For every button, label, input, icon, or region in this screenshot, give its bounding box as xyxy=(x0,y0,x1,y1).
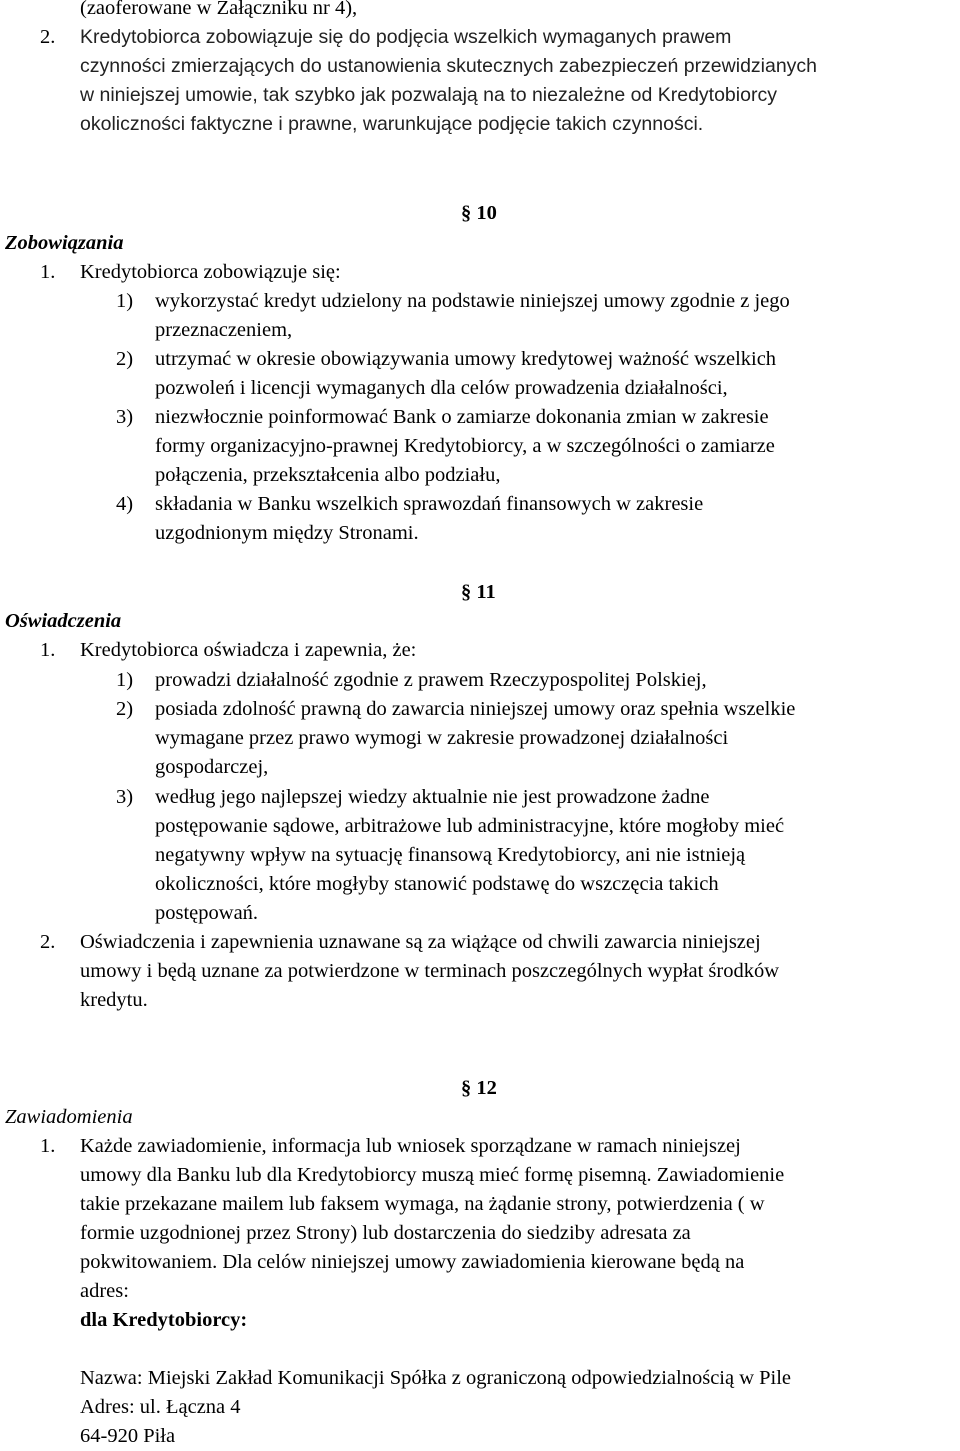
section-title: Zawiadomienia xyxy=(5,1106,133,1128)
list-number: 3) xyxy=(116,786,134,808)
text-line: uzgodnionym między Stronami. xyxy=(155,522,419,544)
text-line: okoliczności, które mogłyby stanowić podstawę do wszczęcia takich xyxy=(155,873,719,895)
text-line: (zaoferowane w Załączniku nr 4), xyxy=(80,0,358,19)
recipient-postcode: 64-920 Piła xyxy=(80,1425,176,1447)
text-line: według jego najlepszej wiedzy aktualnie nie jest prowadzone żadne xyxy=(155,786,710,808)
text-line: postępowań. xyxy=(155,902,259,924)
list-number: 4) xyxy=(116,493,134,515)
text-line: formy organizacyjno-prawnej Kredytobiorcy, a w szczególności o zamiarze xyxy=(155,435,775,457)
list-number: 1) xyxy=(116,669,134,691)
text-line: negatywny wpływ na sytuację finansową Kredytobiorcy, ani nie istnieją xyxy=(155,844,746,866)
text-line: umowy dla Banku lub dla Kredytobiorcy muszą mieć formę pisemną. Zawiadomienie xyxy=(80,1164,785,1186)
section-title: Oświadczenia xyxy=(5,610,122,632)
text-line: Kredytobiorca zobowiązuje się do podjęcia wszelkich wymaganych prawem xyxy=(80,26,732,48)
text-line: postępowanie sądowe, arbitrażowe lub administracyjne, które mogłoby mieć xyxy=(155,815,785,837)
text-line: niezwłocznie poinformować Bank o zamiarze dokonania zmian w zakresie xyxy=(155,406,769,428)
list-number: 2) xyxy=(116,698,134,720)
list-number: 2. xyxy=(40,931,56,953)
text-line: kredytu. xyxy=(80,989,148,1011)
text-line: składania w Banku wszelkich sprawozdań finansowych w zakresie xyxy=(155,493,704,515)
text-line: formie uzgodnionej przez Strony) lub dostarczenia do siedziby adresata za xyxy=(80,1222,691,1244)
recipient-heading: dla Kredytobiorcy: xyxy=(80,1309,248,1331)
text-line: gospodarczej, xyxy=(155,756,269,778)
text-line: Każde zawiadomienie, informacja lub wniosek sporządzane w ramach niniejszej xyxy=(80,1135,741,1157)
text-line: utrzymać w okresie obowiązywania umowy kredytowej ważność wszelkich xyxy=(155,348,777,370)
text-line: okoliczności faktyczne i prawne, warunkujące podjęcie takich czynności. xyxy=(80,113,704,135)
text-line: Kredytobiorca oświadcza i zapewnia, że: xyxy=(80,639,417,661)
list-number: 1. xyxy=(40,639,56,661)
text-line: prowadzi działalność zgodnie z prawem Rzeczypospolitej Polskiej, xyxy=(155,669,707,691)
list-number: 2. xyxy=(40,26,56,48)
text-line: przeznaczeniem, xyxy=(155,319,293,341)
text-line: Kredytobiorca zobowiązuje się: xyxy=(80,261,341,283)
list-number: 3) xyxy=(116,406,134,428)
list-number: 2) xyxy=(116,348,134,370)
text-line: adres: xyxy=(80,1280,129,1302)
recipient-address: Adres: ul. Łączna 4 xyxy=(80,1396,241,1418)
text-line: wymagane przez prawo wymogi w zakresie prowadzonej działalności xyxy=(155,727,729,749)
list-number: 1. xyxy=(40,1135,56,1157)
list-number: 1) xyxy=(116,290,134,312)
text-line: pozwoleń i licencji wymaganych dla celów prowadzenia działalności, xyxy=(155,377,728,399)
section-number: § 12 xyxy=(461,1077,497,1099)
recipient-name: Nazwa: Miejski Zakład Komunikacji Spółka z ograniczoną odpowiedzialnością w Pile xyxy=(80,1367,792,1389)
text-line: wykorzystać kredyt udzielony na podstawie niniejszej umowy zgodnie z jego xyxy=(155,290,790,312)
text-line: pokwitowaniem. Dla celów niniejszej umowy zawiadomienia kierowane będą na xyxy=(80,1251,745,1273)
section-number: § 10 xyxy=(461,202,497,224)
text-line: umowy i będą uznane za potwierdzone w terminach poszczególnych wypłat środków xyxy=(80,960,780,982)
section-number: § 11 xyxy=(461,581,496,603)
text-line: w niniejszej umowie, tak szybko jak pozwalają na to niezależne od Kredytobiorcy xyxy=(80,84,777,106)
text-line: czynności zmierzających do ustanowienia skutecznych zabezpieczeń przewidzianych xyxy=(80,55,818,77)
text-line: takie przekazane mailem lub faksem wymaga, na żądanie strony, potwierdzenia ( w xyxy=(80,1193,765,1215)
list-number: 1. xyxy=(40,261,56,283)
text-line: posiada zdolność prawną do zawarcia niniejszej umowy oraz spełnia wszelkie xyxy=(155,698,796,720)
text-line: połączenia, przekształcenia albo podziału, xyxy=(155,464,501,486)
section-title: Zobowiązania xyxy=(5,232,124,254)
text-line: Oświadczenia i zapewnienia uznawane są za wiążące od chwili zawarcia niniejszej xyxy=(80,931,761,953)
